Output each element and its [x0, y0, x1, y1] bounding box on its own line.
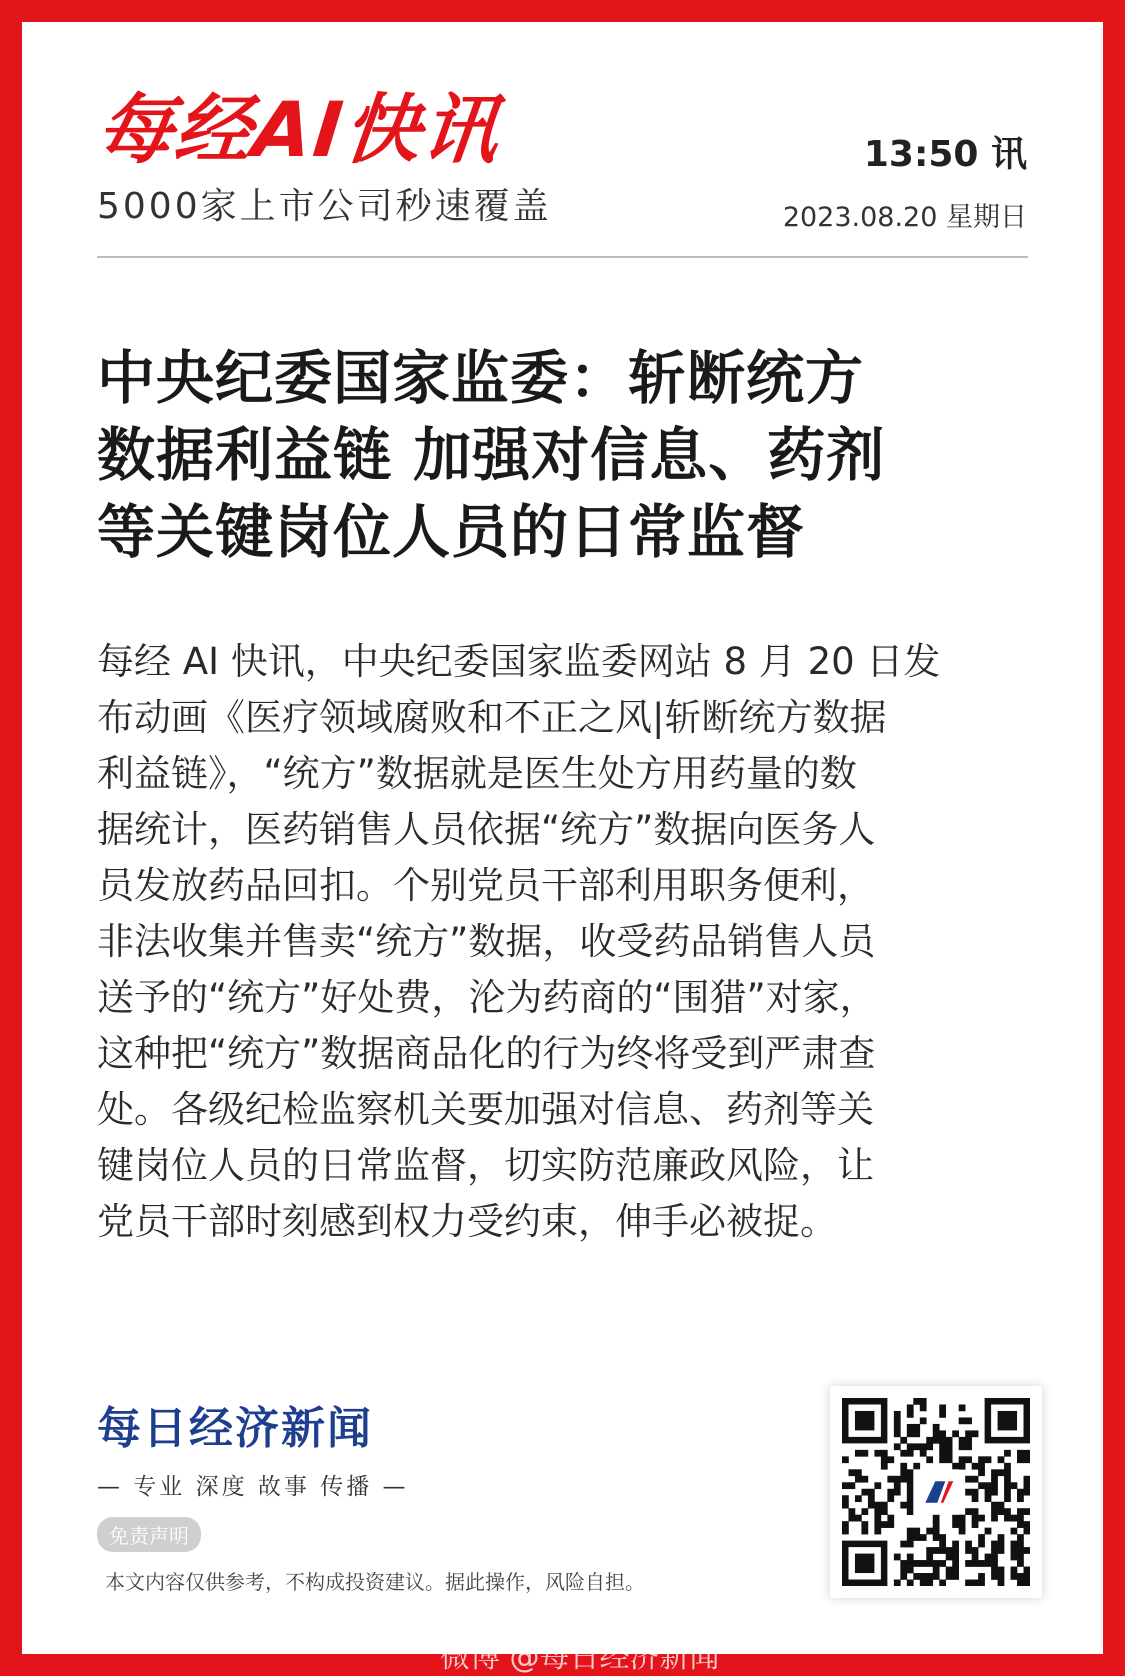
- article-line: 非法收集并售卖“统方”数据，收受药品销售人员: [97, 920, 876, 963]
- brand-tagline: 5000家上市公司秒速覆盖: [97, 186, 552, 227]
- article-line: 键岗位人员的日常监督，切实防范廉政风险，让: [97, 1144, 874, 1187]
- headline-line: 等关键岗位人员的日常监督: [97, 498, 806, 566]
- headline-line: 中央纪委国家监委：斩断统方: [97, 344, 865, 412]
- article-line: 送予的“统方”好处费，沦为药商的“围猎”对家，: [97, 976, 877, 1019]
- article-body: [97, 634, 1037, 1250]
- headline-line: 数据利益链 加强对信息、药剂: [97, 421, 886, 489]
- brand-block: [92, 84, 657, 229]
- disclaimer-text: 本文内容仅供参考，不构成投资建议。据此操作，风险自担。: [105, 1570, 645, 1594]
- paper-slogan: — 专业 深度 故事 传播 —: [97, 1474, 409, 1500]
- publish-date: 2023.08.20 星期日: [782, 202, 1027, 233]
- weibo-watermark: 微博 @每日经济新闻: [440, 1640, 720, 1675]
- article-line: 处。各级纪检监察机关要加强对信息、药剂等关: [97, 1088, 874, 1131]
- brand-logo: 每经AI快讯: [92, 85, 505, 174]
- article-line: 据统计，医药销售人员依据“统方”数据向医务人: [97, 808, 876, 851]
- news-card: [22, 22, 1103, 1654]
- article-line: 每经 AI 快讯，中央纪委国家监委网站 8 月 20 日发: [97, 640, 941, 683]
- header-divider: [97, 256, 1028, 258]
- headline: [97, 340, 1037, 571]
- article-line: 利益链》，“统方”数据就是医生处方用药量的数: [97, 752, 857, 795]
- footer-brand: [97, 1392, 409, 1501]
- article-line: 员发放药品回扣。个别党员干部利用职务便利，: [97, 864, 874, 907]
- publish-time: 13:50 讯: [863, 134, 1027, 175]
- qr-code-icon[interactable]: [830, 1386, 1042, 1598]
- paper-logo: 每日经济新闻: [97, 1403, 373, 1454]
- article-line: 党员干部时刻感到权力受约束，伸手必被捉。: [97, 1200, 837, 1243]
- article-line: 这种把“统方”数据商品化的行为终将受到严肃查: [97, 1032, 876, 1075]
- article-line: 布动画《医疗领域腐败和不正之风|斩断统方数据: [97, 696, 887, 739]
- timestamp-block: [783, 126, 1027, 234]
- disclaimer-badge: 免责声明: [97, 1517, 201, 1552]
